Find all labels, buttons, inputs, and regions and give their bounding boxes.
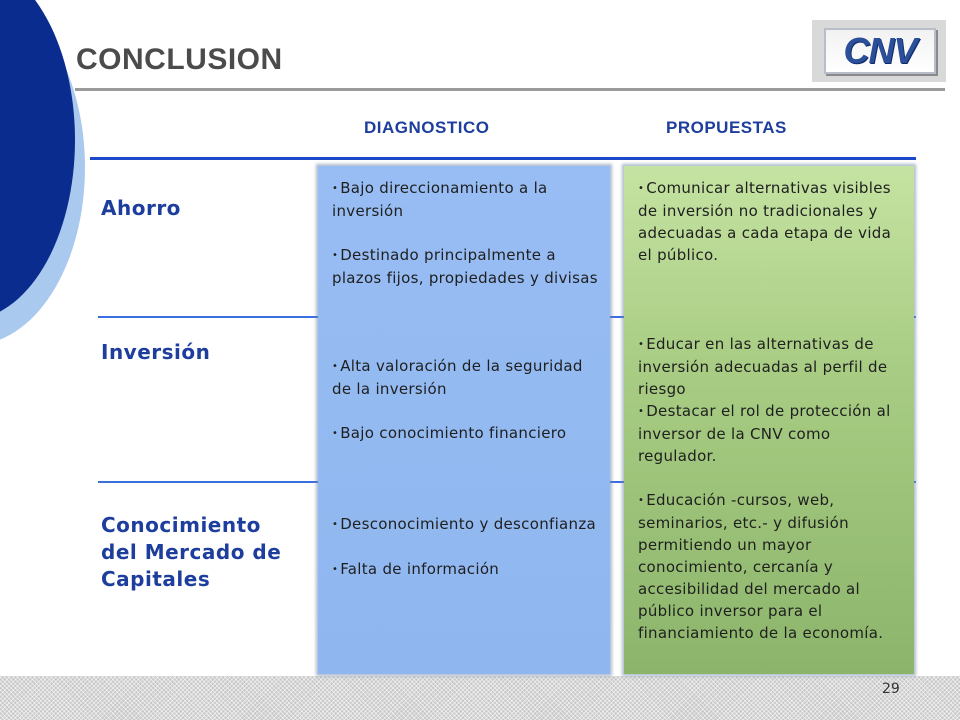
list-item-text: Alta valoración de la seguridad de la inversión — [332, 357, 583, 398]
list-item-text: Educar en las alternativas de inversión adecuadas al perfil de riesgo — [638, 335, 888, 398]
diagnostico-cell-conocimiento — [332, 513, 598, 581]
bullet-icon: • — [638, 183, 645, 194]
bullet-icon: • — [332, 428, 339, 439]
list-item-text: Desconocimiento y desconfianza — [340, 515, 597, 533]
row-label-conocimiento — [101, 512, 281, 593]
column-header-diagnostico: DIAGNOSTICO — [364, 118, 490, 137]
list-item-text: Bajo conocimiento financiero — [340, 424, 567, 442]
row-label-line: Inversión — [101, 340, 211, 364]
title-divider — [75, 88, 945, 91]
row-label-line: del Mercado de — [101, 540, 282, 564]
bullet-icon: • — [332, 250, 339, 261]
slide-title: CONCLUSION — [76, 43, 283, 76]
diagnostico-cell-ahorro — [332, 177, 598, 289]
decorative-arc-dark — [0, 0, 75, 320]
propuestas-cell-ahorro — [638, 177, 902, 266]
bullet-icon: • — [332, 564, 339, 575]
bullet-icon: • — [638, 406, 645, 417]
footer-pattern-bar — [0, 676, 960, 720]
list-item — [332, 558, 598, 581]
table-top-rule — [90, 157, 916, 160]
list-item-text: Destacar el rol de protección al inversor de la CNV como regulador. — [638, 402, 891, 465]
bullet-icon: • — [638, 339, 645, 350]
list-item — [332, 244, 598, 289]
list-item — [332, 513, 598, 536]
list-item-text: Comunicar alternativas visibles de inversión no tradicionales y adecuadas a cada etapa de vida el público. — [638, 179, 892, 264]
bullet-icon: • — [332, 183, 339, 194]
list-item-text: Educación -cursos, web, seminarios, etc.- y difusión permitiendo un mayor conocimiento, cercanía y accesibilidad del mercado al público inversor para el financiamiento de la economía. — [638, 491, 884, 642]
list-item — [638, 333, 902, 400]
column-header-propuestas: PROPUESTAS — [666, 118, 787, 137]
list-item — [332, 177, 598, 222]
bullet-icon: • — [332, 361, 339, 372]
list-item — [638, 489, 902, 644]
bullet-icon: • — [332, 519, 339, 530]
bullet-icon: • — [638, 495, 645, 506]
list-item — [638, 177, 902, 266]
cnv-logo-text: CNV — [843, 30, 917, 71]
diagnostico-cell-inversion — [332, 355, 598, 445]
list-item — [332, 422, 598, 445]
row-label-inversion — [101, 339, 210, 366]
diagnostico-panel — [318, 166, 610, 674]
row-label-line: Conocimiento — [101, 513, 261, 537]
row-label-ahorro — [101, 195, 181, 222]
row-label-line: Ahorro — [101, 196, 181, 220]
list-item — [638, 400, 902, 467]
row-label-line: Capitales — [101, 567, 211, 591]
list-item-text: Bajo direccionamiento a la inversión — [332, 179, 548, 220]
propuestas-cell-inversion — [638, 333, 902, 467]
page-number: 29 — [882, 681, 900, 697]
cnv-logo-frame — [824, 28, 936, 74]
list-item-text: Falta de información — [340, 560, 500, 578]
cnv-logo — [812, 20, 946, 82]
propuestas-panel — [624, 166, 914, 674]
list-item — [332, 355, 598, 400]
list-item-text: Destinado principalmente a plazos fijos, propiedades y divisas — [332, 246, 598, 287]
propuestas-cell-conocimiento — [638, 489, 902, 644]
